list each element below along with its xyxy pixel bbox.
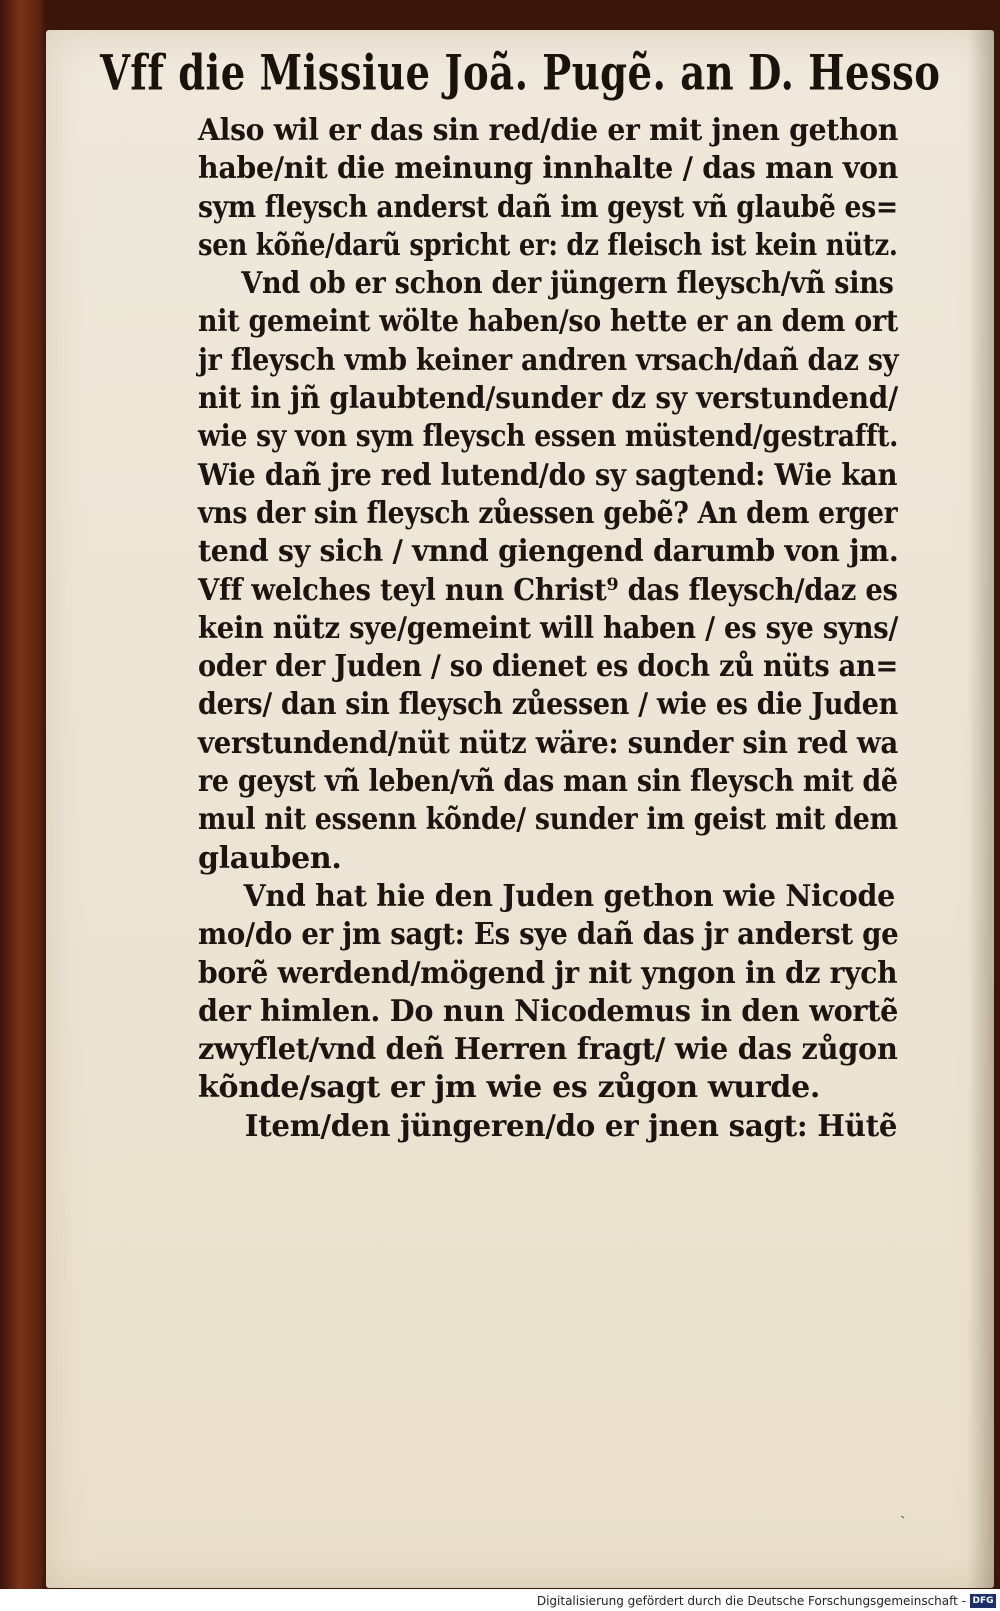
text-line: nit gemeint wölte haben/so hette er an dem ort (198, 304, 899, 340)
text-line: re geyst vñ leben/vñ das man sin fleysch mit dẽ (198, 764, 898, 800)
text-line: Vnd hat hie den Juden gethon wie Nicode (243, 878, 895, 914)
body-text (198, 112, 898, 1146)
text-line: tend sy sich / vnnd giengend darumb von jm. (198, 534, 899, 570)
text-line: habe/nit die meinung innhalte / das man von (198, 151, 899, 187)
text-line: sen kõñe/darũ spricht er: dz fleisch ist kein nütz. (198, 227, 898, 263)
text-line: mul nit essenn kõnde/ sunder im geist mit dem (198, 802, 898, 838)
text-line: nit in jñ glaubtend/sunder dz sy verstundend/ (198, 381, 898, 417)
text-line: oder der Juden / so dienet es doch zů nüts an= (198, 649, 899, 685)
running-head: Vff die Missiue Joã. Pugẽ. an D. Hesso (100, 45, 941, 102)
text-line: Item/den jüngeren/do er jnen sagt: Hütẽ (244, 1108, 898, 1144)
page-gutter-shadow (968, 30, 994, 1588)
text-line: Wie dañ jre red lutend/do sy sagtend: Wie kan (198, 457, 898, 493)
text-line: glauben. (198, 840, 342, 876)
text-line: borẽ werdend/mögend jr nit yngon in dz rych (198, 955, 898, 991)
text-line: Vnd ob er schon der jüngern fleysch/vñ sins (241, 266, 894, 302)
text-line: Vff welches teyl nun Christ⁹ das fleysch/daz es (198, 572, 898, 608)
text-line: mo/do er jm sagt: Es sye dañ das jr anderst ge (198, 917, 899, 953)
text-line: wie sy von sym fleysch essen müstend/gestrafft. (198, 419, 899, 455)
text-line: sym fleysch anderst dañ im geyst vñ glaubẽ es= (198, 189, 898, 225)
text-line: ders/ dan sin fleysch zůessen / wie es die Juden (198, 687, 898, 723)
digitization-footer (0, 1589, 1000, 1611)
text-line: verstundend/nüt nütz wäre: sunder sin red wa (198, 725, 898, 761)
text-line: vns der sin fleysch zůessen gebẽ? An dem erger (198, 495, 898, 531)
text-line: kein nütz sye/gemeint will haben / es sye syns/ (198, 610, 899, 646)
page-speck: ˏ (900, 1500, 906, 1519)
footer-credit: Digitalisierung gefördert durch die Deutsche Forschungsgemeinschaft - (536, 1594, 966, 1608)
text-line: kõnde/sagt er jm wie es zůgon wurde. (198, 1070, 821, 1106)
text-line: jr fleysch vmb keiner andren vrsach/dañ daz sy (198, 342, 899, 378)
text-line: zwyflet/vnd deñ Herren fragt/ wie das zůgon (198, 1032, 898, 1068)
text-line: Also wil er das sin red/die er mit jnen gethon (198, 113, 899, 148)
text-line: der himlen. Do nun Nicodemus in den wortẽ (198, 993, 899, 1029)
dfg-logo: DFG (970, 1594, 996, 1608)
